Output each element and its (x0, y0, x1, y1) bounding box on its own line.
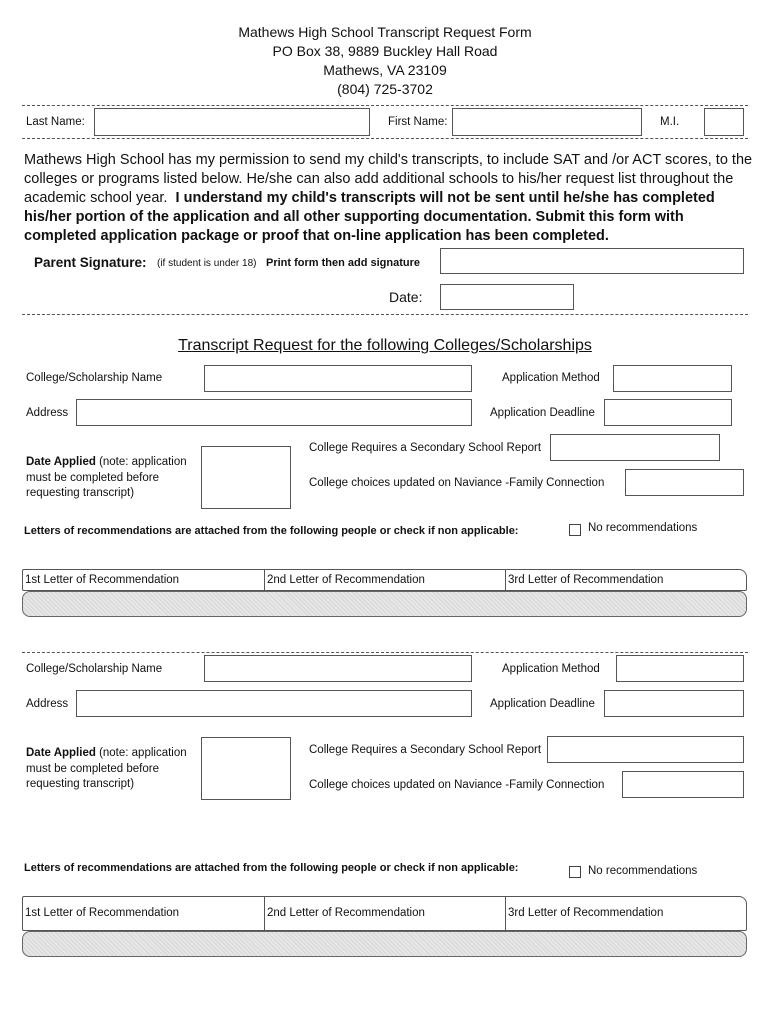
rec1-label: 1st Letter of Recommendation (23, 897, 265, 930)
rec3-label: 3rd Letter of Recommendation (508, 907, 664, 919)
recommendation-entry-field[interactable] (22, 931, 747, 957)
divider (22, 138, 748, 139)
address-label: Address (26, 698, 69, 710)
rec2-label: 2nd Letter of Recommendation (265, 570, 506, 590)
secondary-report-label: College Requires a Secondary School Report (309, 442, 542, 454)
recommendation-entry-field[interactable] (22, 591, 747, 617)
parent-signature-field[interactable] (440, 248, 744, 274)
college-name-label: College/Scholarship Name (26, 663, 163, 675)
college-name-label: College/Scholarship Name (26, 372, 163, 384)
date-applied-note: requesting transcript) (26, 778, 135, 790)
last-name-label: Last Name: (26, 116, 85, 128)
date-label: Date: (389, 289, 423, 305)
naviance-field[interactable] (622, 771, 744, 798)
application-method-label: Application Method (502, 663, 600, 675)
rec1-label: 1st Letter of Recommendation (23, 570, 265, 590)
rec2-label: 2nd Letter of Recommendation (265, 897, 506, 930)
date-applied-note: (note: application (99, 456, 187, 468)
naviance-field[interactable] (625, 469, 744, 496)
no-recommendations-label: No recommendations (588, 865, 698, 877)
date-applied-bold: Date Applied (26, 747, 96, 759)
college-name-field[interactable] (204, 655, 472, 682)
application-method-label: Application Method (502, 372, 600, 384)
form-title: Mathews High School Transcript Request Form (238, 24, 532, 40)
date-applied-bold: Date Applied (26, 456, 96, 468)
application-deadline-label: Application Deadline (490, 407, 595, 419)
date-applied-note: (note: application (99, 747, 187, 759)
parent-signature-label: Parent Signature: (34, 255, 147, 270)
first-name-field[interactable] (452, 108, 642, 136)
address-field[interactable] (76, 690, 472, 717)
date-applied-note: must be completed before (26, 762, 159, 775)
mi-label: M.I. (660, 116, 680, 128)
secondary-report-field[interactable] (547, 736, 744, 763)
address-field[interactable] (76, 399, 472, 426)
rec3-label: 3rd Letter of Recommendation (508, 574, 664, 586)
application-deadline-field[interactable] (604, 399, 732, 426)
application-deadline-field[interactable] (604, 690, 744, 717)
last-name-field[interactable] (94, 108, 370, 136)
divider (22, 314, 748, 315)
school-phone: (804) 725-3702 (337, 81, 433, 97)
application-deadline-label: Application Deadline (490, 698, 595, 710)
no-recommendations-checkbox[interactable] (569, 524, 581, 536)
print-form-note: Print form then add signature (266, 257, 421, 269)
section-title: Transcript Request for the following Colleges/Scholarships (178, 337, 592, 354)
application-method-field[interactable] (613, 365, 732, 392)
school-address-line1: PO Box 38, 9889 Buckley Hall Road (272, 43, 498, 59)
application-method-field[interactable] (616, 655, 744, 682)
no-recommendations-label: No recommendations (588, 522, 698, 534)
divider (22, 652, 748, 653)
date-applied-note: requesting transcript) (26, 487, 135, 499)
parent-signature-note: (if student is under 18) (157, 258, 257, 269)
mi-field[interactable] (704, 108, 744, 136)
no-recommendations-checkbox[interactable] (569, 866, 581, 878)
permission-statement (24, 151, 754, 246)
secondary-report-label: College Requires a Secondary School Report (309, 744, 542, 756)
address-label: Address (26, 407, 69, 419)
date-applied-note: must be completed before (26, 471, 159, 484)
date-applied-field[interactable] (201, 446, 291, 509)
first-name-label: First Name: (388, 116, 448, 128)
letters-prompt: Letters of recommendations are attached from the following people or check if non applicable: (24, 862, 519, 874)
date-applied-label (26, 746, 187, 793)
naviance-label: College choices updated on Naviance -Family Connection (309, 477, 605, 489)
letters-prompt: Letters of recommendations are attached from the following people or check if non applicable: (24, 525, 519, 537)
permission-bold-text: I understand my child's transcripts will not be sent until he/she has completed his/her portion of the application and all other supporting documentation. Submit this form with completed application package or proof that on-line application has been completed. (24, 190, 715, 244)
school-address-line2: Mathews, VA 23109 (323, 62, 447, 78)
naviance-label: College choices updated on Naviance -Family Connection (309, 779, 605, 791)
permission-text: Mathews High School has my permission to send my child's transcripts, to include SAT and /or ACT scores, to the colleges or programs listed below. He/she can also add additional schools to his/her request list throughout the academic school year. (24, 152, 753, 206)
recommendation-headers (22, 896, 747, 931)
date-applied-label (26, 455, 187, 502)
date-applied-field[interactable] (201, 737, 291, 800)
divider (22, 105, 748, 106)
secondary-report-field[interactable] (550, 434, 720, 461)
recommendation-headers (22, 569, 747, 591)
date-field[interactable] (440, 284, 574, 310)
college-name-field[interactable] (204, 365, 472, 392)
